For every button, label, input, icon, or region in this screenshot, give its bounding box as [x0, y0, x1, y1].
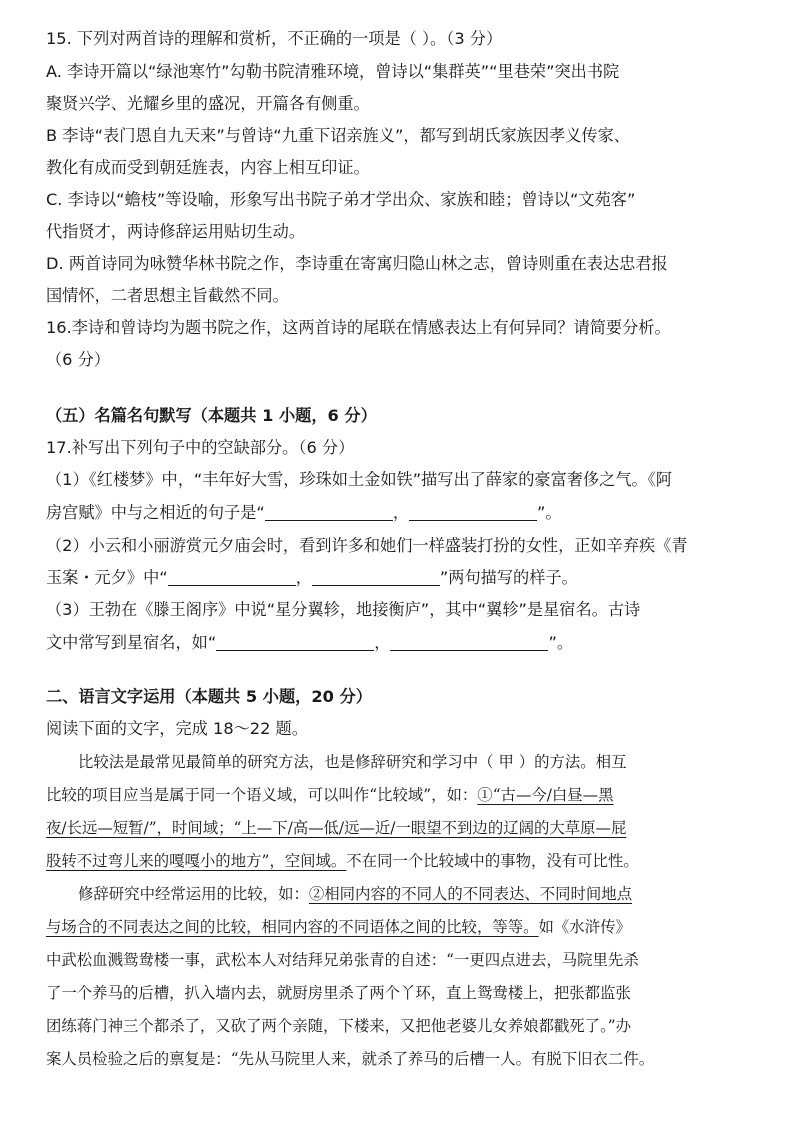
q17-part3-text: 文中常写到星宿名，如“: [46, 633, 217, 652]
q17-part3-comma: ，: [374, 633, 391, 652]
q17-part3-line2: [46, 632, 770, 654]
underlined-phrase-1-end: 股转不过弯儿来的嘎嘎小的地方”，空间域。: [46, 852, 347, 870]
q15-option-c-line2: 代指贤才，两诗修辞运用贴切生动。: [46, 222, 305, 241]
passage-line-3: [46, 817, 770, 839]
passage-line-6-text: 如《水浒传》: [538, 918, 631, 936]
section-2-instruction: 阅读下面的文字，完成 18～22 题。: [46, 719, 308, 738]
q17-part1-line1: （1）《红楼梦》中，“丰年好大雪，珍珠如土金如铁”描写出了薛家的豪富奢侈之气。《阿: [46, 470, 672, 489]
q17-part2-blank-2[interactable]: [312, 569, 440, 586]
passage-line-7: 中武松血溅鸳鸯楼一事，武松本人对结拜兄弟张青的自述：“一更四点进去，马院里先杀: [46, 951, 639, 969]
passage-line-2: [46, 784, 770, 806]
passage-line-8: 了一个养马的后槽，扒入墙内去，就厨房里杀了两个丫环，直上鸳鸯楼上，把张都监张: [46, 984, 631, 1002]
q15-option-a-line2: 聚贤兴学、光耀乡里的盛况，开篇各有侧重。: [46, 94, 370, 113]
q17-part1-blank-1[interactable]: [265, 504, 393, 521]
q15-stem: 15. 下列对两首诗的理解和赏析，不正确的一项是（ ）。（3 分）: [46, 29, 503, 48]
passage-line-9: 团练蒋门神三个都杀了，又砍了两个亲随，下楼来，又把他老婆儿女养娘都戳死了。”办: [46, 1017, 632, 1035]
underlined-phrase-2-end: 与场合的不同表达之间的比较，相同内容的不同语体之间的比较，等等。: [46, 918, 539, 936]
passage-line-5: [78, 883, 770, 905]
q15-option-c-line1: C. 李诗以“蟾枝”等设喻，形象写出书院子弟才学出众、家族和睦；曾诗以“文苑客”: [46, 190, 636, 209]
passage-line-5-text: 修辞研究中经常运用的比较，如：: [78, 885, 309, 903]
section-2-title: 二、语言文字运用（本题共 5 小题，20 分）: [46, 687, 372, 706]
q17-part1-comma: ，: [392, 503, 410, 522]
underlined-phrase-1-mid: 夜/长远—短暂/”，时间域；“上—下/高—低/远—近/一眼望不到边的辽阔的大草原—屁: [46, 819, 627, 837]
q17-part2-line1: （2）小云和小丽游赏元夕庙会时，看到许多和她们一样盛装打扮的女性，正如辛弃疾《青: [46, 536, 688, 555]
q17-part2-blank-1[interactable]: [168, 569, 296, 586]
passage-line-1: 比较法是最常见最简单的研究方法，也是修辞研究和学习中（ 甲 ）的方法。相互: [78, 753, 627, 771]
q17-part3-blank-2[interactable]: [390, 634, 548, 651]
q16-line1: 16.李诗和曾诗均为题书院之作，这两首诗的尾联在情感表达上有何异同？请简要分析。: [46, 318, 671, 337]
q17-part1-line2: [46, 502, 770, 524]
underlined-phrase-2-start: ②相同内容的不同人的不同表达、不同时间地点: [308, 885, 633, 903]
passage-line-4-text: 不在同一个比较域中的事物，没有可比性。: [346, 852, 639, 870]
passage-line-6: [46, 916, 770, 938]
q17-part3-blank-1[interactable]: [216, 634, 374, 651]
q15-option-b-line2: 教化有成而受到朝廷旌表，内容上相互印证。: [46, 158, 370, 177]
q17-part1-blank-2[interactable]: [409, 504, 537, 521]
q17-stem: 17.补写出下列句子中的空缺部分。（6 分）: [46, 438, 355, 457]
q15-option-a-line1: A. 李诗开篇以“绿池寒竹”勾勒书院清雅环境，曾诗以“集群英”“里巷荣”突出书院: [46, 62, 620, 81]
passage-line-10: 案人员检验之后的禀复是：“先从马院里人来，就杀了养马的后槽一人。有脱下旧衣二件。: [46, 1050, 655, 1068]
q16-line2: （6 分）: [46, 350, 111, 369]
q17-part2-comma: ，: [295, 568, 312, 587]
q17-part1-end: ”。: [537, 503, 562, 522]
q17-part2-text: 玉案・元夕》中“: [46, 568, 168, 587]
passage-line-2-text: 比较的项目应当是属于同一个语义域，可以叫作“比较域”，如：: [46, 786, 478, 804]
q17-part2-end: ”两句描写的样子。: [439, 568, 578, 587]
q17-part3-end: ”。: [548, 633, 574, 652]
q17-part2-line2: [46, 567, 770, 589]
section-5-title: （五）名篇名句默写（本题共 1 小题，6 分）: [46, 406, 377, 425]
q17-part1-text: 房宫赋》中与之相近的句子是“: [46, 503, 265, 522]
q17-part3-line1: （3）王勃在《滕王阁序》中说“星分翼轸，地接衡庐”，其中“翼轸”是星宿名。古诗: [46, 600, 641, 619]
q15-option-b-line1: B 李诗“表门恩自九天来”与曾诗“九重下诏亲旌义”，都写到胡氏家族因孝义传家、: [46, 126, 630, 145]
q15-option-d-line2: 国情怀，二者思想主旨截然不同。: [46, 286, 289, 305]
passage-line-4: [46, 850, 770, 872]
q15-option-d-line1: D. 两首诗同为咏赞华林书院之作，李诗重在寄寓归隐山林之志，曾诗则重在表达忠君报: [46, 254, 668, 273]
underlined-phrase-1-start: ①“古—今/白昼—黑: [477, 786, 614, 804]
